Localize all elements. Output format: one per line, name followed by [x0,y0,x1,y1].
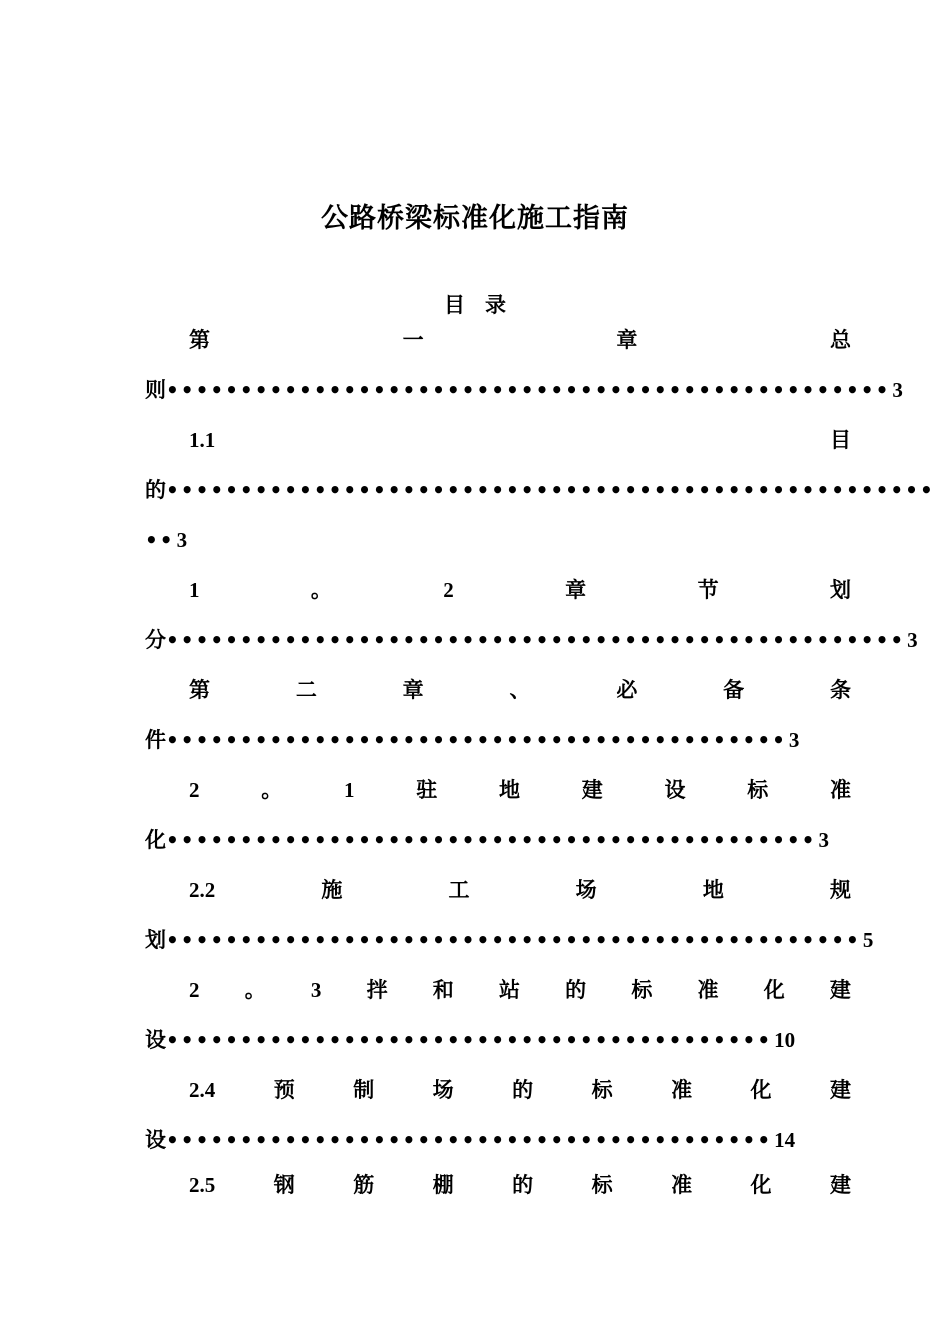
toc-entry-token: 施 [321,877,343,902]
toc-entry-token: 2.4 [189,1078,216,1102]
toc-entry-last-char: 则 [145,377,166,402]
toc-entry-token: 建 [830,1172,851,1197]
toc-entry-token: 准 [671,1172,693,1197]
toc-entry-token: 钢 [273,1172,295,1197]
toc-entry-token: 。 [310,577,332,602]
toc-entry-token: 章 [616,327,638,352]
page-number: 3 [818,828,829,852]
toc-entry-token: 场 [432,1077,454,1102]
toc-entry-token: 和 [432,977,454,1002]
toc-entry-token: 预 [273,1077,295,1102]
toc-entry-token: 备 [723,677,745,702]
dot-leader: •••••••••••••••••••••••••••••••••••••••••••••••••• [166,628,906,652]
toc-entry-heading [145,575,851,605]
toc-entry-token: 3 [310,978,322,1002]
toc-entry-heading [145,425,851,455]
toc-entry-token: 建 [830,1077,851,1102]
toc-entry-token: 筋 [353,1172,375,1197]
toc-entry-heading [145,1170,851,1200]
toc-entry-token: 地 [702,877,724,902]
toc-entry-heading [145,1075,851,1105]
page-number: 14 [774,1128,796,1152]
toc-entry-token: 的 [512,1172,534,1197]
toc-entry-token: 二 [295,677,317,702]
toc-entry-token: 标 [591,1172,613,1197]
toc-entry-heading [145,325,851,355]
toc-entry-token: 建 [581,777,603,802]
toc-entry-heading [145,775,851,805]
toc-entry-leader [145,825,829,855]
toc-entry-token: 2 [443,578,454,602]
dot-leader: •••••••••••••••••••••••••••••••••••••••••••• [166,828,817,852]
toc-entry-token: 准 [830,777,851,802]
dot-leader: ••••••••••••••••••••••••••••••••••••••••• [166,1028,773,1052]
toc-entry-token: 化 [763,977,785,1002]
toc-entry-token: 设 [664,777,686,802]
toc-entry-leader [145,1025,807,1055]
page-number: 10 [774,1028,796,1052]
toc-entry-token: 划 [829,577,851,602]
toc-entry-token: 节 [697,577,719,602]
toc-entry-last-char: 设 [145,1027,166,1052]
toc-entry-token: 2.5 [189,1173,216,1197]
toc-entry-token: 标 [631,977,653,1002]
toc-entry-token: 1.1 [189,428,216,452]
toc-entry-token: 第 [189,677,210,702]
toc-entry-token: 准 [671,1077,693,1102]
toc-entry-token: 场 [575,877,597,902]
toc-entry-token: 工 [448,877,470,902]
toc-entry-token: 化 [750,1172,772,1197]
page-number: 3 [892,378,903,402]
toc-entry-token: 化 [750,1077,772,1102]
toc-entry-token: 一 [402,327,424,352]
page-number: 3 [176,528,188,552]
toc-entry-leader [145,375,903,405]
toc-heading [0,289,950,319]
toc-entry-token: 制 [353,1077,375,1102]
dot-leader: ••••••••••••••••••••••••••••••••••••••••••••••• [166,928,861,952]
toc-entry-token: 章 [565,577,587,602]
toc-entry-token: 第 [189,327,210,352]
toc-entry-leader [145,475,935,505]
toc-entry-last-char: 设 [145,1127,166,1152]
toc-entry-token: 目 [830,427,851,452]
toc-entry-leader [145,1125,807,1155]
toc-entry-token: 建 [829,977,851,1002]
dot-leader: ••••••••••••••••••••••••••••••••••••••••••••••••• [166,378,891,402]
toc-entry-leader [145,625,918,655]
toc-entry-last-char: 分 [145,627,166,652]
dot-leader: ••••••••••••••••••••••••••••••••••••••••• [166,1128,773,1152]
toc-entry-token: 、 [509,677,531,702]
page-number: 3 [907,628,918,652]
toc-entry-token: 标 [591,1077,613,1102]
dot-leader: •••••••••••••••••••••••••••••••••••••••••••••••••••• [166,478,935,502]
toc-entry-wrap [145,525,807,555]
toc-entry-token: 章 [402,677,424,702]
toc-entry-token: 1 [344,778,355,802]
toc-entry-token: 必 [616,677,638,702]
toc-entry-last-char: 的 [145,477,166,502]
toc-entry-token: 驻 [416,777,438,802]
toc-entry-heading [145,875,851,905]
toc-entry-token: 标 [747,777,769,802]
toc-entry-token: 2.2 [189,878,216,902]
page-number: 3 [788,728,800,752]
toc-entry-last-char: 划 [145,927,166,952]
toc-entry-token: 的 [512,1077,534,1102]
toc-entry-token: 2 [189,978,200,1002]
dot-leader: •••••••••••••••••••••••••••••••••••••••••• [166,728,787,752]
toc-entry-leader [145,725,807,755]
toc-entry-token: 的 [565,977,587,1002]
toc-entry-token: 棚 [432,1172,454,1197]
toc-entry-token: 准 [697,977,719,1002]
toc-entry-token: 总 [829,327,851,352]
toc-entry-last-char: 件 [145,727,166,752]
toc-entry-token: 拌 [366,977,388,1002]
toc-entry-token: 条 [829,677,851,702]
toc-entry-token: 站 [498,977,520,1002]
toc-entry-token: 。 [261,777,283,802]
dot-leader: •• [145,528,175,552]
toc-entry-token: 2 [189,778,200,802]
toc-heading-char: 录 [485,292,506,317]
toc-entry-token: 。 [244,977,266,1002]
page-number: 5 [862,928,874,952]
toc-entry-heading [145,975,851,1005]
toc-entry-last-char: 化 [145,827,166,852]
toc-entry-heading [145,675,851,705]
document-title: 公路桥梁标准化施工指南 [321,203,629,234]
toc-entry-token: 地 [499,777,520,802]
toc-entry-token: 1 [189,578,200,602]
toc-entry-leader [145,925,874,955]
toc-entry-token: 规 [829,877,851,902]
toc-heading-char: 目 [444,292,465,317]
